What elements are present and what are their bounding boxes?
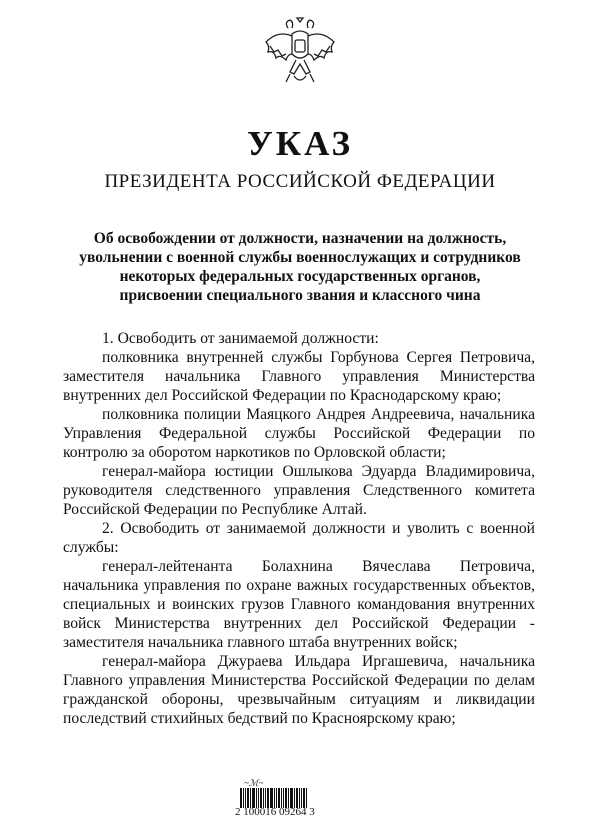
barcode-bar [285,788,287,808]
body-line: полковника внутренней службы Горбунова Сергея Петровича, [102,349,535,366]
title-line: некоторых федеральных государственных органов, [119,268,481,285]
barcode-bar [306,788,307,808]
document-type-heading: УКАЗ [247,124,353,163]
barcode-bar [240,788,242,808]
body-line: специальных и воинских грузов Главного командования внутренних [63,596,535,613]
body-line: контролю за оборотом наркотиков по Орловской области; [63,444,446,461]
title-line: увольнении с военной службы военнослужащих и сотрудников [79,249,521,266]
body-line: руководителя следственного управления Следственного комитета [63,482,535,499]
barcode-bar [296,788,298,808]
coat-of-arms-icon [262,14,338,88]
body-line: Главного управления Министерства Российской Федерации по делам [63,672,535,689]
barcode-bar [290,788,293,808]
barcode-bar [258,788,259,808]
body-line: гражданской обороны, чрезвычайным ситуациям и ликвидации [63,691,535,708]
barcode-bar [270,788,273,808]
barcode-bar [247,788,249,808]
body-line: Российской Федерации по Республике Алтай. [63,501,367,518]
barcode-bar [256,788,257,808]
title-line: присвоении специального звания и классного чина [119,287,481,304]
barcode-bar [278,788,280,808]
body-line: заместителя начальника главного штаба внутренних войск; [63,634,458,651]
barcode-bar [245,788,246,808]
body-line: внутренних дел Российской Федерации по Краснодарскому краю; [63,387,502,404]
barcode [240,788,310,808]
body-line: Управления Федеральной службы Российской Федерации по [63,425,535,442]
barcode-bar [252,788,255,808]
barcode-bar [281,788,282,808]
barcode-bar [288,788,289,808]
body-line: начальника управления по охране важных государственных объектов, [63,577,535,594]
body-line: 1. Освободить от занимаемой должности: [102,330,379,347]
decree-body [63,329,535,728]
barcode-bar [263,788,264,808]
barcode-bar [303,788,305,808]
barcode-bar [301,788,302,808]
barcode-bar [260,788,262,808]
barcode-bar [250,788,251,808]
issuer-heading: ПРЕЗИДЕНТА РОССИЙСКОЙ ФЕДЕРАЦИИ [104,171,496,192]
body-line: генерал-майора юстиции Ошлыкова Эдуарда Владимировича, [102,463,535,480]
barcode-bar [243,788,244,808]
body-line: генерал-майора Джураева Ильдара Иргашевича, начальника [102,653,535,670]
barcode-bar [274,788,275,808]
handwritten-initials: ~ℳ~ [244,778,264,788]
title-line: Об освобождении от должности, назначении на должность, [93,230,507,247]
body-line: 2. Освободить от занимаемой должности и уволить с военной [102,520,535,537]
body-line: генерал-лейтенанта Болахнина Вячеслава Петровича, [102,558,535,575]
body-line: полковника полиции Маяцкого Андрея Андреевича, начальника [102,406,535,423]
body-line: заместителя начальника Главного управления Министерства [63,368,535,385]
body-line: последствий стихийных бедствий по Красноярскому краю; [63,710,456,727]
barcode-bar [267,788,269,808]
decree-title [0,229,600,305]
barcode-bar [283,788,284,808]
barcode-bar [276,788,277,808]
body-line: службы: [63,539,119,556]
barcode-bar [294,788,295,808]
barcode-bar [299,788,300,808]
body-line: войск Министерства внутренних дел Российской Федерации - [63,615,535,632]
barcode-number: 2 100016 09264 3 [235,806,315,818]
barcode-bar [265,788,266,808]
